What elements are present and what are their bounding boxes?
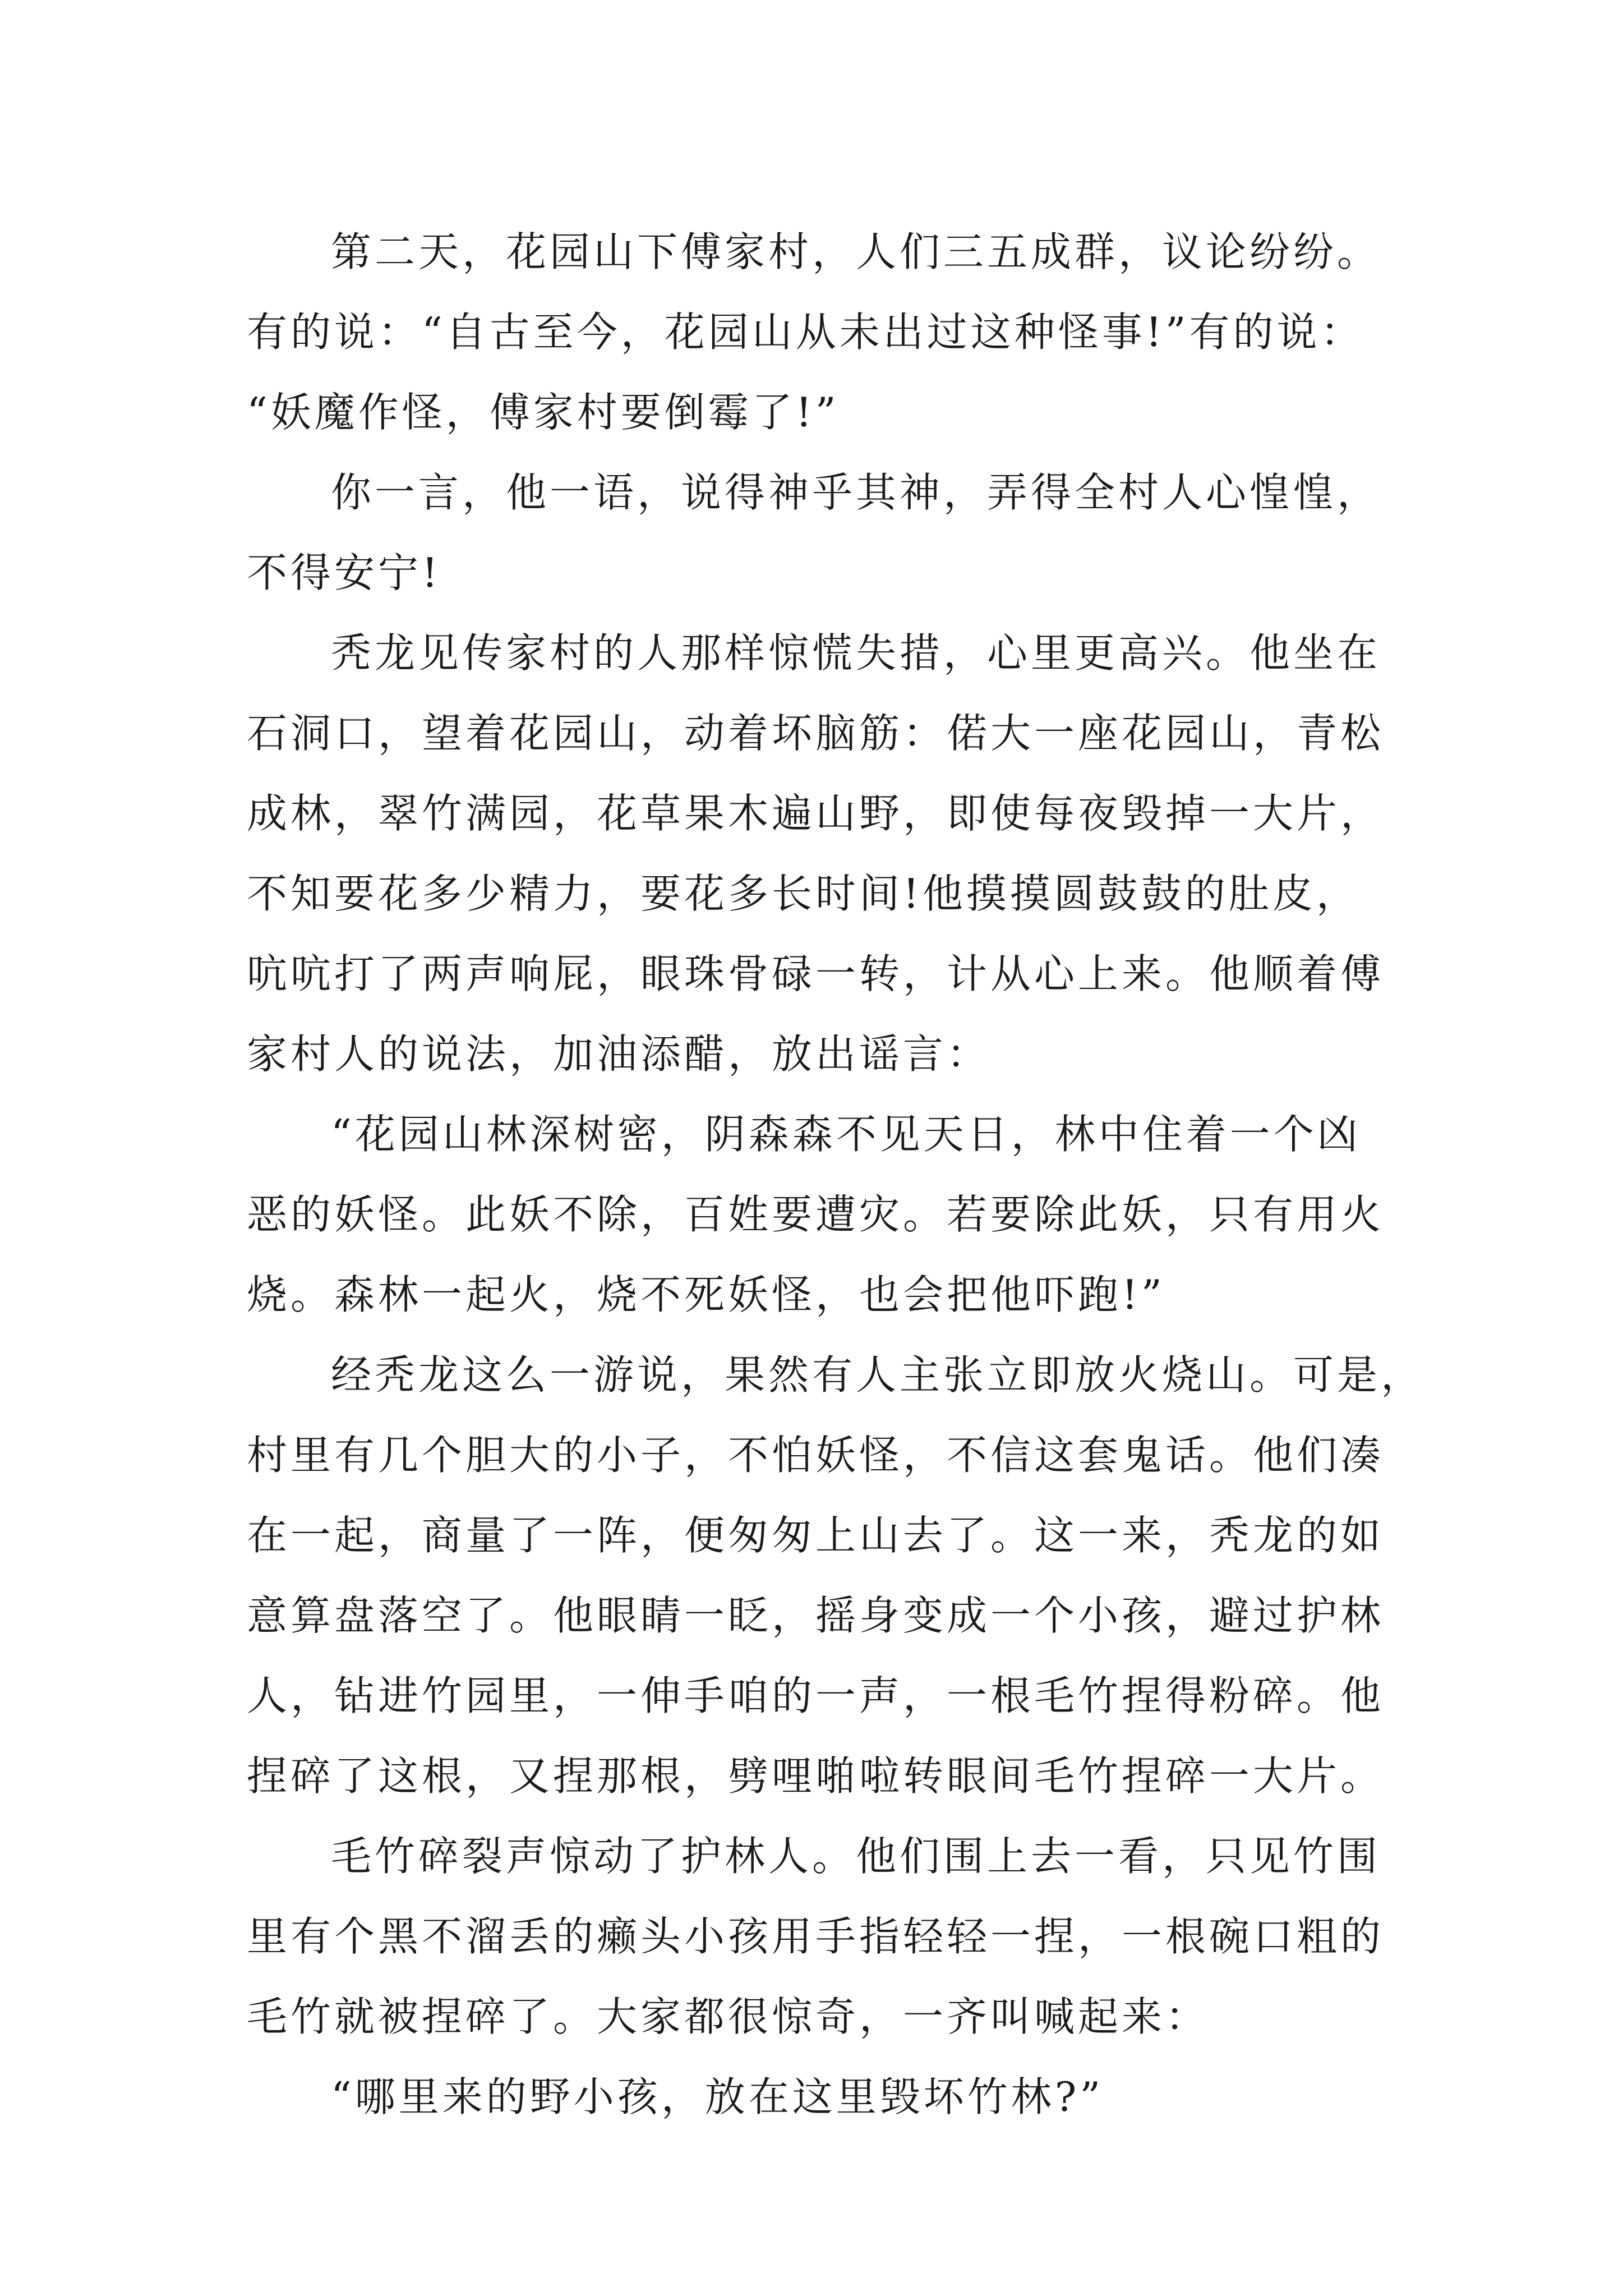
text-line: 毛竹就被捏碎了。大家都很惊奇，一齐叫喊起来：: [247, 1993, 1210, 2040]
text-line: 恶的妖怪。此妖不除，百姓要遭灾。若要除此妖，只有用火: [247, 1191, 1385, 1238]
text-line: 里有个黑不溜丢的癞头小孩用手指轻轻一捏，一根碗口粗的: [247, 1913, 1385, 1960]
text-line: 成林，翠竹满园，花草果木遍山野，即使每夜毁掉一大片，: [247, 790, 1385, 837]
text-line: 不得安宁!: [247, 549, 441, 596]
text-line: “妖魔作怪，傅家村要倒霉了!”: [247, 389, 840, 436]
text-line: 你一言，他一语，说得神乎其神，弄得全村人心惶惶，: [331, 469, 1381, 516]
text-line: 烧。森林一起火，烧不死妖怪，也会把他吓跑!”: [247, 1271, 1165, 1318]
text-line: 毛竹碎裂声惊动了护林人。他们围上去一看，只见竹围: [331, 1833, 1381, 1880]
text-line: 捏碎了这根，又捏那根，劈哩啪啦转眼间毛竹捏碎一大片。: [247, 1752, 1385, 1800]
text-line: 有的说：“自古至今，花园山从未出过这种怪事!”有的说：: [247, 309, 1364, 356]
text-line: 在一起，商量了一阵，便匆匆上山去了。这一来，秃龙的如: [247, 1512, 1385, 1559]
text-line: “花园山林深树密，阴森森不见天日，林中住着一个凶: [331, 1111, 1361, 1158]
story-text: [247, 212, 1425, 2137]
text-line: 意算盘落空了。他眼睛一眨，摇身变成一个小孩，避过护林: [247, 1592, 1385, 1639]
text-line: “哪里来的野小孩，放在这里毁坏竹林?”: [331, 2073, 1104, 2120]
text-line: 第二天，花园山下傅家村，人们三五成群，议论纷纷。: [331, 228, 1381, 275]
text-line: 经秃龙这么一游说，果然有人主张立即放火烧山。可是，: [331, 1351, 1425, 1398]
text-line: 秃龙见传家村的人那样惊慌失措，心里更高兴。他坐在: [331, 629, 1381, 677]
text-line: 石洞口，望着花园山，动着坏脑筋：偌大一座花园山，青松: [247, 710, 1385, 757]
text-line: 不知要花多少精力，要花多长时间!他摸摸圆鼓鼓的肚皮，: [247, 870, 1360, 917]
text-line: 吭吭打了两声响屁，眼珠骨碌一转，计从心上来。他顺着傅: [247, 950, 1385, 997]
text-line: 家村人的说法，加油添醋，放出谣言：: [247, 1030, 991, 1078]
text-line: 人，钻进竹园里，一伸手咱的一声，一根毛竹捏得粉碎。他: [247, 1672, 1385, 1719]
text-line: 村里有几个胆大的小子，不怕妖怪，不信这套鬼话。他们凑: [247, 1432, 1385, 1479]
